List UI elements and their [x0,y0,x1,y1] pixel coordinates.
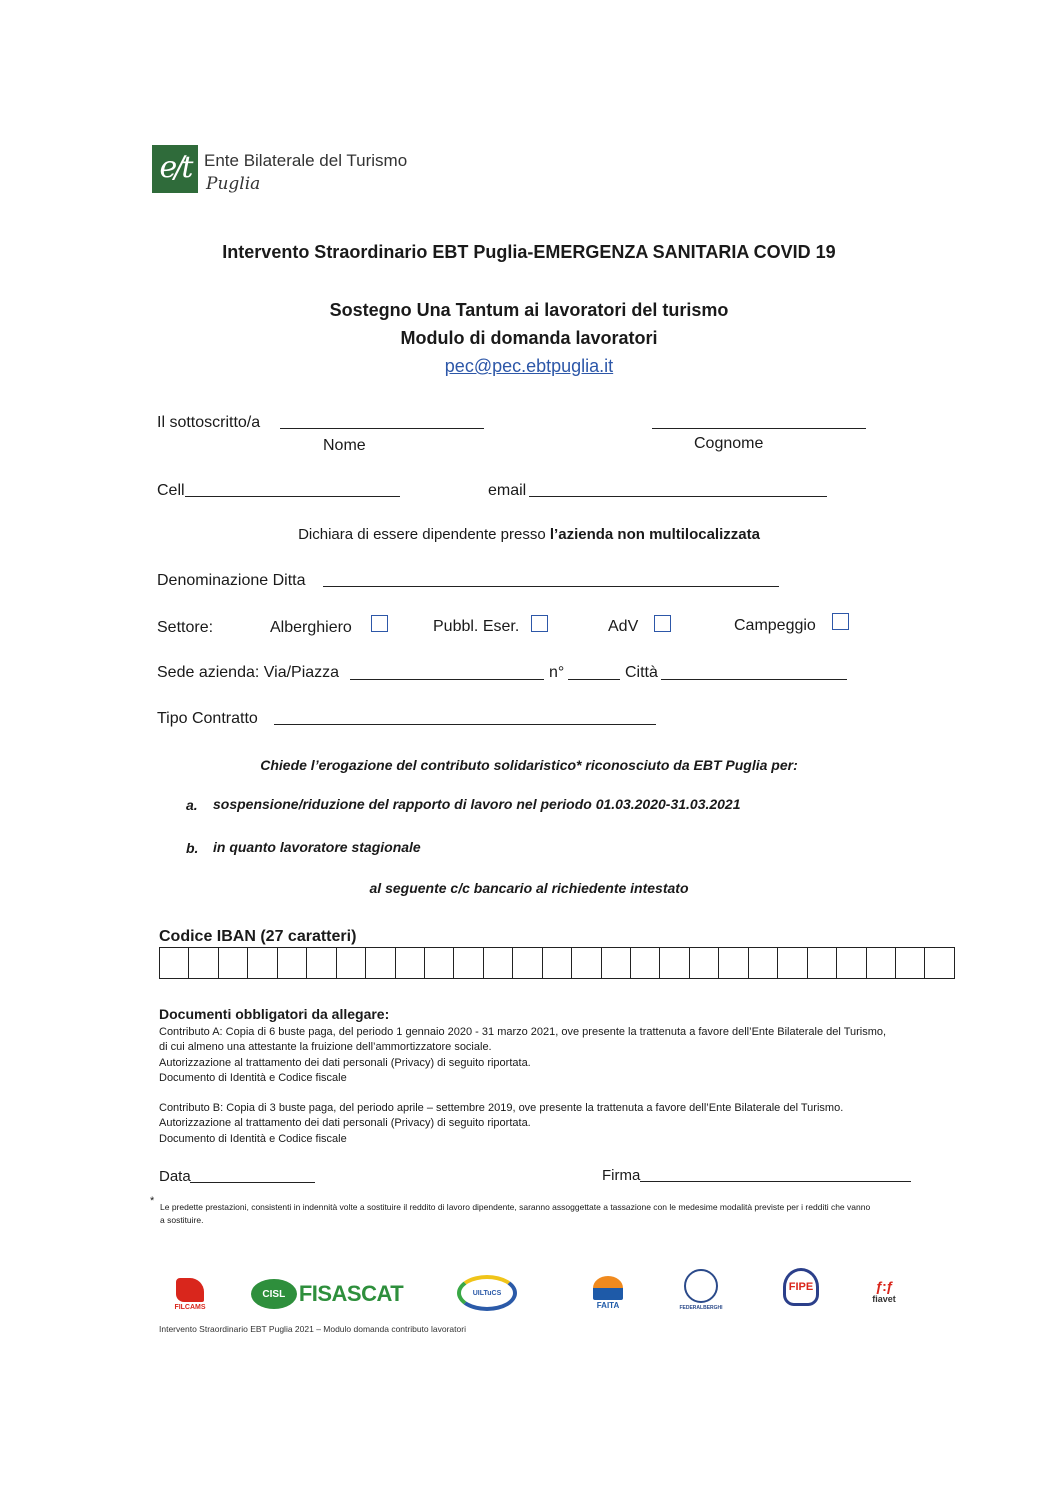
iban-cell[interactable] [896,948,925,978]
citta-label: Città [625,664,658,681]
firma-field[interactable] [640,1181,911,1182]
iban-cell[interactable] [749,948,778,978]
data-label: Data [159,1168,191,1185]
cognome-label: Cognome [694,435,764,452]
option-a-letter: a. [186,797,198,813]
via-field[interactable] [350,679,544,680]
iban-cell[interactable] [396,948,425,978]
settore-campeggio-checkbox[interactable] [832,613,849,630]
page-footer: Intervento Straordinario EBT Puglia 2021 – Modulo domanda contributo lavoratori [159,1324,466,1334]
fipe-logo: FIPE [782,1267,820,1307]
sottoscritto-label: Il sottoscritto/a [157,414,261,431]
pec-link[interactable]: pec@pec.ebtpuglia.it [444,356,614,376]
iban-cell[interactable] [602,948,631,978]
nota-line1: Le predette prestazioni, consistenti in indennità volte a sostituire il reddito di lavoro dipendente, saranno assoggettate a tassazione con le medesime modalità previste per i redditi che vanno [160,1202,871,1212]
documenti-b-line1: Contributo B: Copia di 3 buste paga, del periodo aprile – settembre 2019, ove presente la trattenuta a favore dell’Ente Bilaterale del Turismo. [159,1102,844,1114]
iban-cell[interactable] [837,948,866,978]
citta-field[interactable] [661,679,847,680]
iban-cell[interactable] [454,948,483,978]
iban-cell[interactable] [513,948,542,978]
fiavet-logo: ƒ:ƒ fiavet [872,1278,896,1304]
cell-field[interactable] [185,496,400,497]
subtitle-sostegno: Sostegno Una Tantum ai lavoratori del turismo [329,300,729,320]
iban-cell[interactable] [219,948,248,978]
contratto-label: Tipo Contratto [157,710,258,727]
data-field[interactable] [190,1182,315,1183]
iban-cell[interactable] [719,948,748,978]
documenti-a-line4: Documento di Identità e Codice fiscale [159,1072,347,1084]
cognome-field[interactable] [652,428,866,429]
fisascat-wordmark: FISASCAT [298,1281,404,1306]
settore-campeggio-label: Campeggio [734,617,816,634]
sede-label: Sede azienda: Via/Piazza [157,664,340,681]
settore-label: Settore: [157,619,214,636]
subtitle-modulo: Modulo di domanda lavoratori [400,328,658,348]
iban-cell[interactable] [808,948,837,978]
filcams-icon [176,1278,204,1302]
option-b-letter: b. [186,840,199,856]
iban-cell[interactable] [660,948,689,978]
fiavet-icon: ƒ:ƒ [875,1278,893,1294]
filcams-logo: FILCAMS [170,1276,210,1312]
documenti-heading: Documenti obbligatori da allegare: [159,1006,390,1022]
iban-cell[interactable] [867,948,896,978]
documenti-a-line2: di cui almeno una attestante la fruizione dell’ammortizzatore sociale. [159,1041,492,1053]
richiesta-intro: Chiede l’erogazione del contributo solidaristico* riconosciuto da EBT Puglia per: [260,757,798,773]
nome-label: Nome [323,437,366,454]
federalberghi-logo: FEDERALBERGHI [676,1266,726,1314]
option-a-text: sospensione/riduzione del rapporto di lavoro nel periodo 01.03.2020-31.03.2021 [213,796,741,812]
iban-label: Codice IBAN (27 caratteri) [159,928,357,945]
conto-text: al seguente c/c bancario al richiedente intestato [369,880,689,896]
fisascat-logo [228,1276,426,1312]
settore-alberghiero-checkbox[interactable] [371,615,388,632]
option-b-text: in quanto lavoratore stagionale [213,839,421,855]
faita-icon [593,1276,623,1300]
iban-cell[interactable] [778,948,807,978]
nota-star: * [150,1195,155,1207]
iban-cell[interactable] [484,948,513,978]
denominazione-label: Denominazione Ditta [157,572,306,589]
iban-cell[interactable] [337,948,366,978]
numero-label: n° [549,664,565,681]
documenti-b-line3: Documento di Identità e Codice fiscale [159,1133,347,1145]
logo-region: Puglia [206,174,261,194]
email-label: email [488,482,527,499]
settore-alberghiero-label: Alberghiero [270,619,352,636]
iban-cell[interactable] [189,948,218,978]
iban-cell[interactable] [160,948,189,978]
settore-pubbl-eser-checkbox[interactable] [531,615,548,632]
iban-cell[interactable] [278,948,307,978]
settore-adv-checkbox[interactable] [654,615,671,632]
denominazione-field[interactable] [323,586,779,587]
cisl-badge: CISL [251,1279,297,1309]
ebt-logo-mark: e/t [152,145,198,193]
iban-cell[interactable] [307,948,336,978]
cell-label: Cell [157,482,185,499]
nota-line2: a sostituire. [160,1215,204,1225]
iban-cell[interactable] [248,948,277,978]
iban-cell[interactable] [690,948,719,978]
iban-grid[interactable] [159,947,955,979]
uiltucs-logo: UILTuCS [456,1274,518,1312]
logo-name: Ente Bilaterale del Turismo [204,151,408,170]
firma-label: Firma [602,1167,641,1184]
contratto-field[interactable] [274,724,656,725]
nome-field[interactable] [280,428,484,429]
iban-cell[interactable] [543,948,572,978]
settore-adv-label: AdV [608,618,639,635]
documenti-a-line1: Contributo A: Copia di 6 buste paga, del periodo 1 gennaio 2020 - 31 marzo 2021, ove presente la trattenuta a favore dell’Ente Bilaterale del Turismo, [159,1026,887,1038]
iban-cell[interactable] [925,948,953,978]
settore-pubbl-eser-label: Pubbl. Eser. [433,618,520,635]
faita-logo: FAITA [590,1274,626,1312]
iban-cell[interactable] [366,948,395,978]
documenti-b-line2: Autorizzazione al trattamento dei dati personali (Privacy) di seguito riportata. [159,1117,531,1129]
iban-cell[interactable] [572,948,601,978]
documenti-a-line3: Autorizzazione al trattamento dei dati personali (Privacy) di seguito riportata. [159,1057,531,1069]
dichiara-text: Dichiara di essere dipendente presso l’azienda non multilocalizzata [298,526,760,543]
email-field[interactable] [529,496,827,497]
page-title: Intervento Straordinario EBT Puglia-EMERGENZA SANITARIA COVID 19 [222,242,836,262]
iban-cell[interactable] [631,948,660,978]
iban-cell[interactable] [425,948,454,978]
federalberghi-seal [684,1269,718,1303]
numero-field[interactable] [568,679,620,680]
